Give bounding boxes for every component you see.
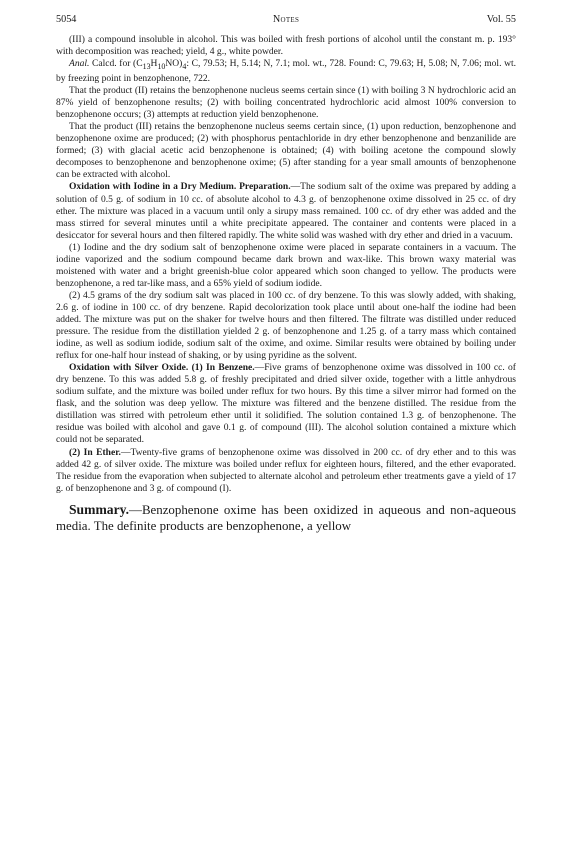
paragraph-compound-iii: (III) a compound insoluble in alcohol. This was boiled with fresh portions of alcohol until the constant m. p. 193° with decomposition was reached; yield, 4 g., white powder. (56, 34, 516, 58)
paragraph-product-ii: That the product (II) retains the benzophenone nucleus seems certain since (1) with boiling 3 N hydrochloric acid an 87% yield of benzophenone results; (2) with boiling concentrated hydrochloric acid almost 100% conversion to benzophenone occurs; (3) attempts at reduction yield benzophenone. (56, 85, 516, 121)
paragraph-iodine-2: (2) 4.5 grams of the dry sodium salt was placed in 100 cc. of dry benzene. To this was slowly added, with shaking, 2.6 g. of iodine in 100 cc. of dry benzene. Rapid decolorization took place until about one-half the iodine had been added. The mixture was put on the shaker for twelve hours and then filtered. The filtrate was distilled under reduced pressure. The residue from the distillation yielded 2 g. of benzophenone and 1.25 g. of a tarry mass which contained iodine, as well as sodium iodide, sodium salt of the oxime, and oxime. Similar results were obtained by boiling under reflux for one-half hour instead of shaking, or by using pyridine as the solvent. (56, 289, 516, 362)
paragraph-iodine-1: (1) Iodine and the dry sodium salt of benzophenone oxime were placed in separate containers in a vacuum. The iodine vaporized and the sodium compound became dark brown and wax-like. This brown waxy material was moistened with water and a bright greenish-blue color appeared which soon changed to yellow. The products were benzophenone, a red tar-like mass, and a 65% yield of sodium iodide. (56, 241, 516, 289)
anal-sub-2: 10 (157, 62, 166, 71)
anal-sub-1: 13 (142, 62, 151, 71)
summary-text: —Benzophenone oxime has been oxidized in aqueous and non-aqueous media. The definite products are benzophenone, a yellow (56, 502, 516, 534)
paragraph-analysis (56, 58, 516, 85)
page-number: 5054 (56, 14, 77, 25)
article-body (56, 34, 516, 535)
volume-label: Vol. 55 (486, 14, 516, 25)
paragraph-silver-ether (56, 447, 516, 495)
paragraph-summary (56, 502, 516, 535)
anal-text-a: Calcd. for (C (89, 58, 143, 70)
ether-heading: (2) In Ether. (69, 446, 121, 458)
anal-sub-3: 4 (182, 62, 187, 71)
running-header (56, 14, 516, 30)
paragraph-product-iii: That the product (III) retains the benzophenone nucleus seems certain since, (1) upon reduction, benzophenone and benzophenone oxime are produced; (2) with phosphorus pentachloride in dry ether benzophenone and benzanilide are formed; (3) with glacial acetic acid benzophenone is obtained; (4) with boiling acetone the compound slowly decomposes to benzophenone and benzophenone oxime; (5) after standing for a year small amounts of benzophenone can be extracted with alcohol. (56, 121, 516, 181)
summary-heading: Summary. (69, 501, 130, 517)
ether-text: —Twenty-five grams of benzophenone oxime was dissolved in 200 cc. of dry ether and to this was added 42 g. of silver oxide. The mixture was boiled under reflux for eighteen hours, filtered, and the ether evaporated. The residue from the evaporation when subjected to alternate alcohol and petroleum ether treatments gave a yield of 17 g. of benzophenone and 3 g. of compound (I). (56, 446, 516, 494)
iodine-heading: Oxidation with Iodine in a Dry Medium. Preparation. (69, 181, 291, 193)
iodine-text: —The sodium salt of the oxime was prepared by adding a solution of 0.5 g. of sodium in 10 cc. of absolute alcohol to 4.3 g. of benzophenone oxime dissolved in 25 cc. of dry ether. The mixture was placed in a vacuum until only a sirupy mass remained. 100 cc. of dry ether was added and the mass stirred for several minutes until a white precipitate appeared. The container and contents were placed in a desiccator for several hours and then filtered rapidly. The white solid was washed with dry ether and dried in a vacuum. (56, 181, 516, 241)
anal-text-c: NO) (165, 58, 183, 70)
anal-text-d: : C, 79.53; H, 5.14; N, 7.1; mol. wt., 728. Found: C, 79.63; H, 5.08; N, 7.06; mol. wt. by freezing point in benzophenone, 722. (56, 58, 517, 85)
paragraph-iodine-preparation (56, 181, 516, 241)
silver-heading: Oxidation with Silver Oxide. (1) In Benzene. (69, 362, 255, 374)
section-title: Notes (272, 14, 300, 25)
paragraph-silver-benzene (56, 362, 516, 446)
journal-page (56, 14, 516, 535)
silver-text: —Five grams of benzophenone oxime was dissolved in 100 cc. of dry benzene. To this was added 5.8 g. of freshly precipitated and dried silver oxide, together with a little anhydrous sodium sulfate, and the mixture was boiled under reflux for two hours. By this time a silver mirror had formed on the flask, and the solution was deep yellow. The mixture was filtered and the benzene distilled. The residue from the distillation was stirred with petroleum ether until it solidified. The solution contained 1.3 g. of benzophenone. The residue was boiled with alcohol and gave 0.1 g. of compound (III). The alcohol solution contained a mixture which could not be separated. (56, 362, 516, 446)
anal-label: Anal. (69, 58, 90, 70)
anal-text-b: H (150, 58, 158, 70)
